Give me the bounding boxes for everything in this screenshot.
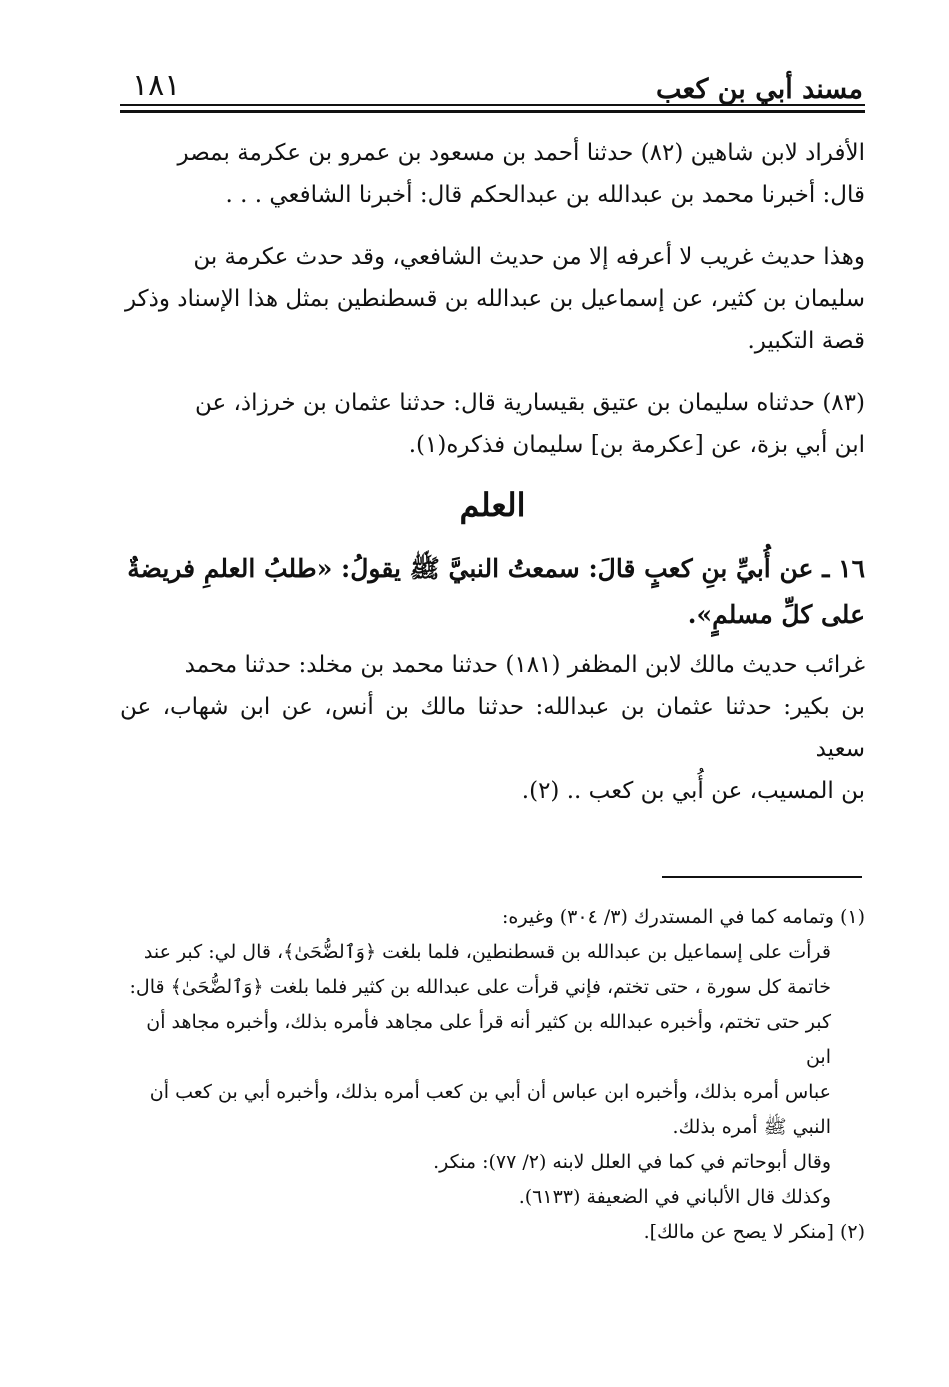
text-line: ابن أبي بزة، عن [عكرمة بن] سليمان فذكره(١). xyxy=(408,432,865,458)
paragraph-comment xyxy=(120,236,865,362)
text-line: بن بكير: حدثنا عثمان بن عبدالله: حدثنا مالك بن أنس، عن ابن شهاب، عن سعيد xyxy=(120,694,865,762)
hadith-source xyxy=(120,644,865,812)
text-line: (٨٣) حدثناه سليمان بن عتيق بقيسارية قال: حدثنا عثمان بن خرزاذ، عن xyxy=(194,390,865,416)
footnote-1-line: عباس أمره بذلك، وأخبره ابن عباس أن أبي بن كعب أمره بذلك، وأخبره أبي بن كعب أن xyxy=(149,1081,831,1103)
main-text xyxy=(120,132,865,832)
footnote-1-line: (١) وتمامه كما في المستدرك (٣/ ٣٠٤) وغيره: xyxy=(502,906,865,928)
text-line: سليمان بن كثير، عن إسماعيل بن عبدالله بن قسطنطين بمثل هذا الإسناد وذكر xyxy=(124,286,865,312)
hadith-line: على كلِّ مسلمٍ». xyxy=(687,600,865,629)
footnote-2: (٢) [منكر لا يصح عن مالك]. xyxy=(643,1221,865,1243)
footnotes xyxy=(120,900,865,1250)
hadith-line: ١٦ ـ عن أُبيِّ بنِ كعبٍ قالَ: سمعتُ النبيَّ ﷺ يقولُ: «طلبُ العلمِ فريضةٌ xyxy=(127,554,865,583)
footnote-1-line: قرأت على إسماعيل بن عبدالله بن قسطنطين، فلما بلغت ﴿وَٱلضُّحَىٰ﴾، قال لي: كبر عند xyxy=(143,941,831,963)
text-line: وهذا حديث غريب لا أعرفه إلا من حديث الشافعي، وقد حدث عكرمة بن xyxy=(193,244,865,270)
header-rule-thick xyxy=(120,110,865,113)
footnote-1-line: النبي ﷺ أمره بذلك. xyxy=(672,1116,831,1138)
paragraph-83 xyxy=(120,382,865,466)
running-title: مسند أبي بن كعب xyxy=(655,74,863,105)
text-line: بن المسيب، عن أُبي بن كعب .. (٢). xyxy=(521,778,865,804)
text-line: غرائب حديث مالك لابن المظفر (١٨١) حدثنا محمد بن مخلد: حدثنا محمد xyxy=(184,652,865,678)
footnote-1-line: خاتمة كل سورة ، حتى تختم، فإني قرأت على عبدالله بن كثير فلما بلغت ﴿وَٱلضُّحَىٰ﴾ قال: xyxy=(129,976,831,998)
footnote-1-line: كبر حتى تختم، وأخبره عبدالله بن كثير أنه قرأ على مجاهد فأمره بذلك، وأخبره مجاهد أن ابن xyxy=(146,1011,831,1068)
text-line: الأفراد لابن شاهين (٨٢) حدثنا أحمد بن مسعود بن عمرو بن عكرمة بمصر xyxy=(177,140,865,166)
hadith-16 xyxy=(120,546,865,638)
text-line: قصة التكبير. xyxy=(747,328,865,354)
footnote-1-line: وقال أبوحاتم في كما في العلل لابنه (٢/ ٧٧): منكر. xyxy=(433,1151,831,1173)
page-number: ١٨١ xyxy=(132,68,181,103)
footnote-1-line: وكذلك قال الألباني في الضعيفة (٦١٣٣). xyxy=(518,1186,831,1208)
text-line: قال: أخبرنا محمد بن عبدالله بن عبدالحكم قال: أخبرنا الشافعي . . . xyxy=(225,182,865,208)
header-rule-thin xyxy=(120,104,865,106)
footnote-separator xyxy=(662,876,862,878)
paragraph-afrad xyxy=(120,132,865,216)
section-heading: العلم xyxy=(459,486,526,524)
